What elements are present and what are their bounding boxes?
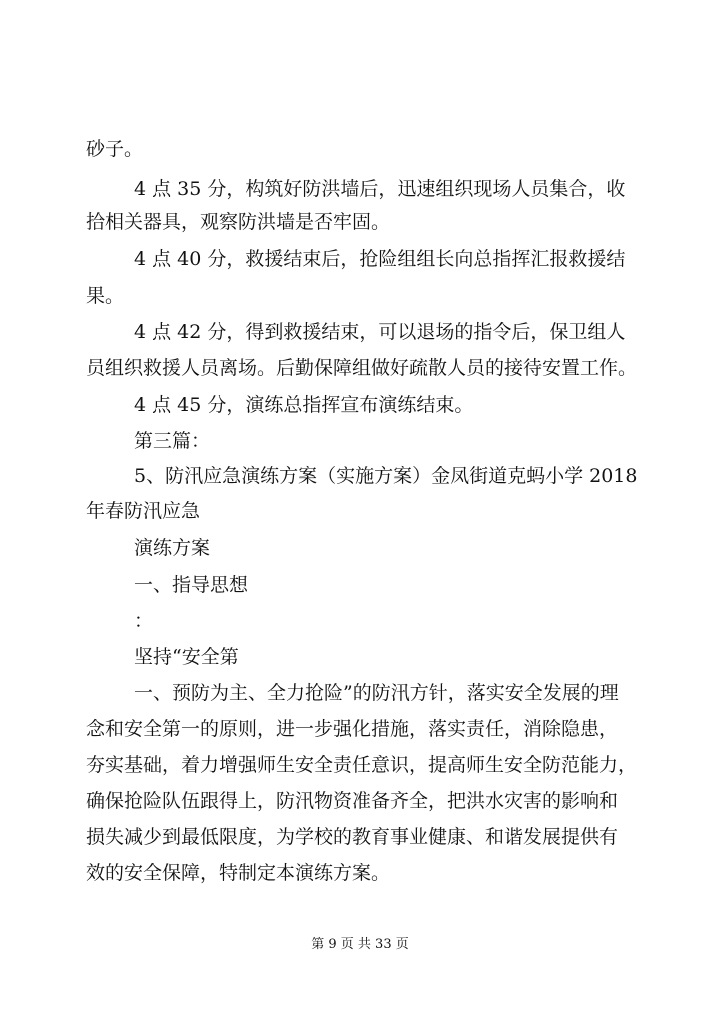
text-line: 夯实基础，着力增强师生安全责任意识，提高师生安全防范能力，	[86, 754, 638, 776]
text-line: 一、预防为主、全力抢险”的防汛方针，落实安全发展的理	[134, 682, 619, 704]
text-line: 第三篇：	[134, 430, 211, 452]
text-line: 坚持“安全第	[134, 646, 239, 668]
text-line: 砂子。	[86, 138, 144, 160]
text-line: 年春防汛应急	[86, 500, 201, 522]
text-line: 4 点 35 分，构筑好防洪墙后，迅速组织现场人员集合，收	[134, 178, 626, 200]
text-line: 5、防汛应急演练方案（实施方案）金凤街道克蚂小学 2018	[134, 465, 638, 487]
text-line: 一、指导思想	[134, 574, 249, 596]
text-line: 效的安全保障，特制定本演练方案。	[86, 862, 391, 884]
text-line: 损失减少到最低限度，为学校的教育事业健康、和谐发展提供有	[86, 826, 619, 848]
text-line: ：	[134, 610, 154, 632]
text-line: 念和安全第一的原则，进一步强化措施，落实责任，消除隐患，	[86, 718, 619, 740]
text-line: 4 点 45 分，演练总指挥宣布演练结束。	[134, 394, 474, 416]
page-number-footer: 第 9 页 共 33 页	[311, 937, 409, 952]
text-line: 果。	[86, 285, 125, 307]
text-line: 演练方案	[134, 537, 211, 559]
text-line: 拾相关器具，观察防洪墙是否牢固。	[86, 211, 391, 233]
text-line: 4 点 40 分，救援结束后，抢险组组长向总指挥汇报救援结	[134, 248, 626, 270]
text-line: 4 点 42 分，得到救援结束，可以退场的指令后，保卫组人	[134, 321, 626, 343]
text-line: 员组织救援人员离场。后勤保障组做好疏散人员的接待安置工作。	[86, 357, 638, 379]
text-line: 确保抢险队伍跟得上，防汛物资准备齐全，把洪水灾害的影响和	[86, 790, 619, 812]
